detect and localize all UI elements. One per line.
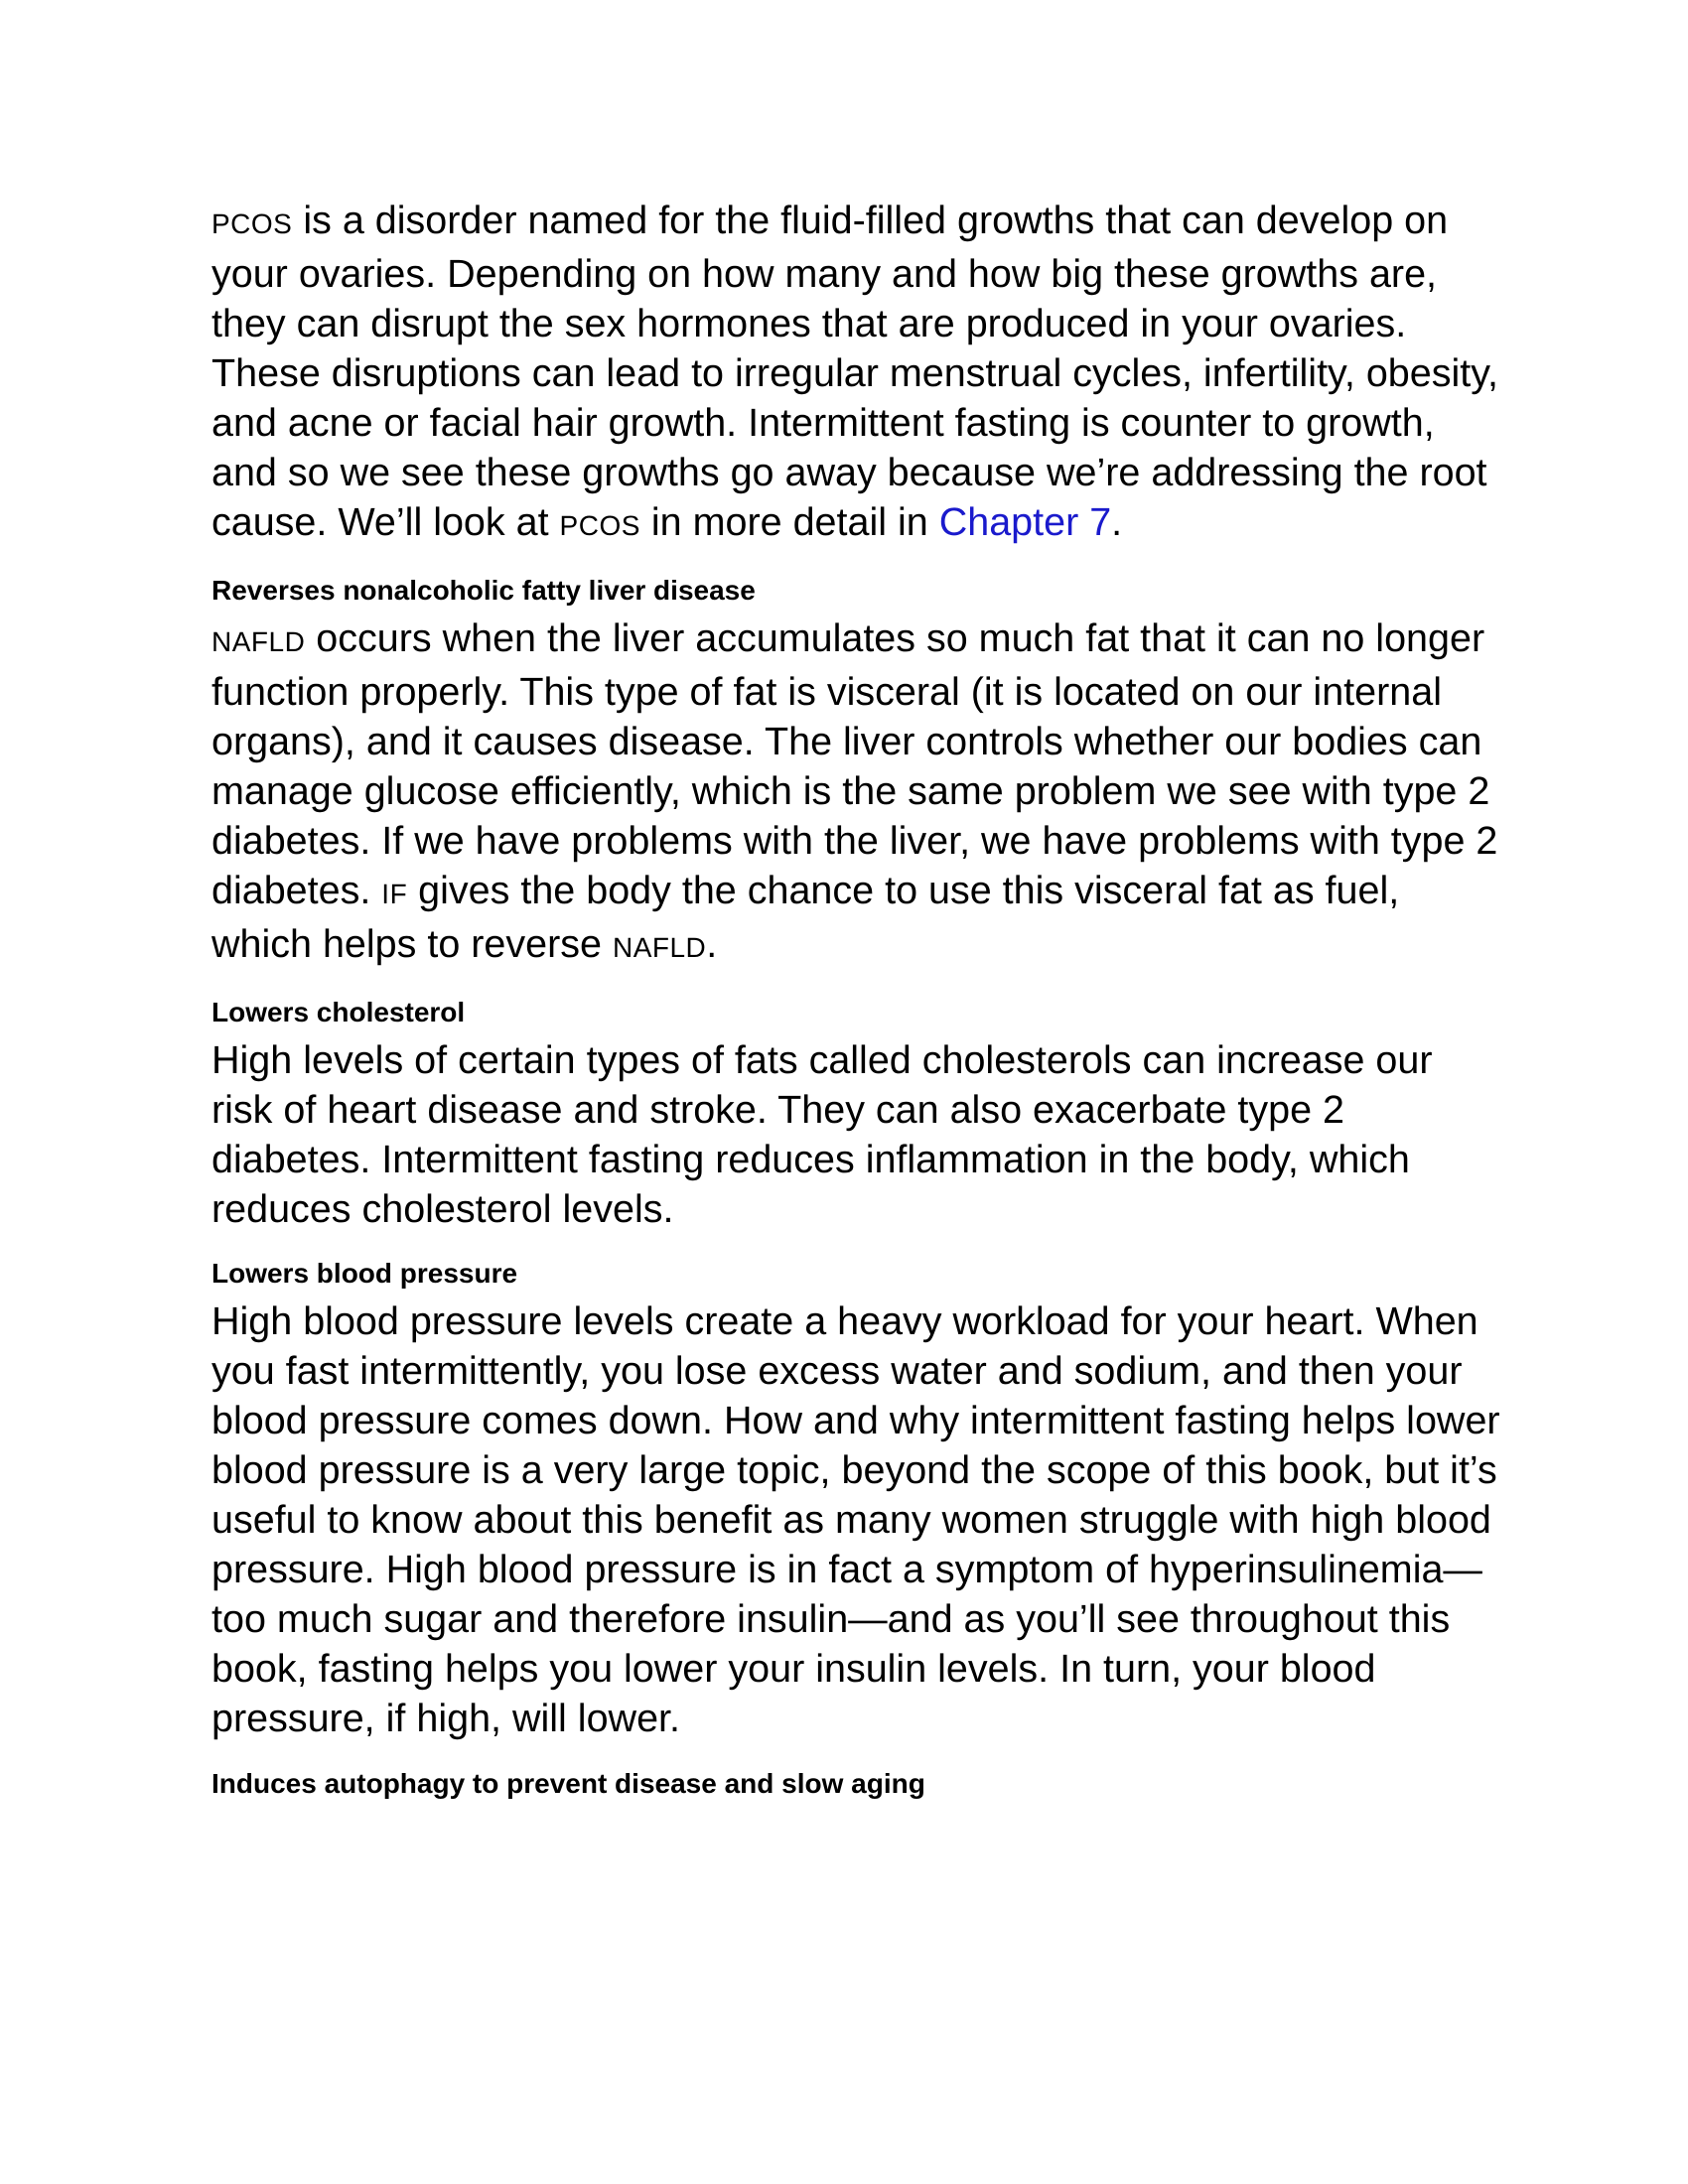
paragraph-text: in more detail in (639, 500, 939, 544)
section-heading-blood-pressure: Lowers blood pressure (211, 1258, 518, 1289)
nafld-paragraph (211, 614, 1502, 973)
cholesterol-paragraph: High levels of certain types of fats called cholesterols can increase our risk of heart disease and stroke. They can also exacerbate type 2 diabetes. Intermittent fasting reduces inflammation in the body, which reduces cholesterol levels. (211, 1038, 1433, 1231)
pcos-paragraph (211, 196, 1502, 551)
paragraph-text: . (1111, 500, 1123, 544)
section-heading-cholesterol: Lowers cholesterol (211, 997, 466, 1027)
section-heading-nafld: Reverses nonalcoholic fatty liver disease (211, 575, 756, 606)
abbreviation-pcos: PCOS (559, 510, 640, 541)
abbreviation-pcos: PCOS (211, 208, 293, 239)
page-content (211, 196, 1502, 1801)
paragraph-text: occurs when the liver accumulates so much fat that it can no longer function properly. This type of fat is visceral (it is located on our internal organs), and it causes disease. The liver controls whether our bodies can manage glucose efficiently, which is the same problem we see with type 2 diabetes. If we have problems with the liver, we have problems with type 2 diabetes. (211, 616, 1498, 912)
section-heading-autophagy: Induces autophagy to prevent disease and slow aging (211, 1768, 925, 1799)
abbreviation-if: IF (381, 879, 408, 909)
paragraph-text: is a disorder named for the fluid-filled growths that can develop on your ovaries. Depending on how many and how big these growths are, they can disrupt the sex hormones that are produced in your ovaries. These disruptions can lead to irregular menstrual cycles, infertility, obesity, and acne or facial hair growth. Intermittent fasting is counter to growth, and so we see these growths go away because we’re addressing the root cause. We’ll look at (211, 199, 1499, 544)
chapter-7-link[interactable]: Chapter 7 (938, 500, 1112, 544)
abbreviation-nafld: NAFLD (612, 932, 707, 963)
abbreviation-nafld: NAFLD (211, 626, 306, 657)
blood-pressure-paragraph: High blood pressure levels create a heavy workload for your heart. When you fast intermittently, you lose excess water and sodium, and then your blood pressure comes down. How and why intermittent fasting helps lower blood pressure is a very large topic, beyond the scope of this book, but it’s useful to know about this benefit as many women struggle with high blood pressure. High blood pressure is in fact a symptom of hyperinsulinemia—too much sugar and therefore insulin—and as you’ll see throughout this book, fasting helps you lower your insulin levels. In turn, your blood pressure, if high, will lower. (211, 1299, 1500, 1740)
paragraph-text: gives the body the chance to use this visceral fat as fuel, which helps to reverse (211, 869, 1400, 966)
paragraph-text: . (706, 922, 718, 966)
